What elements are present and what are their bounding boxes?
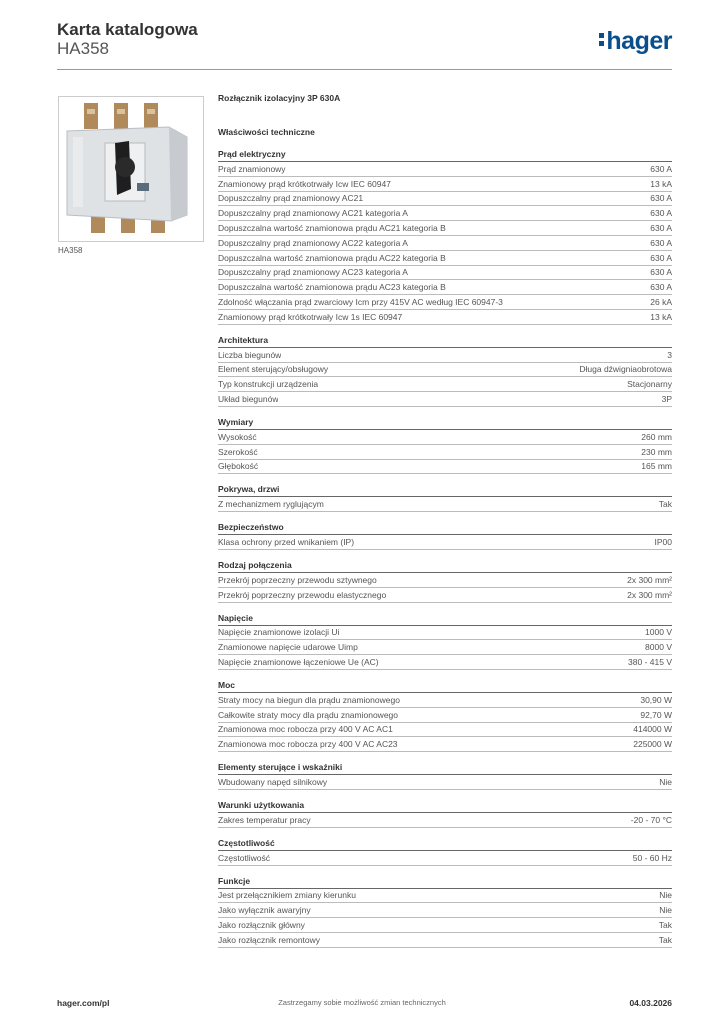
section-title: Funkcje: [218, 876, 672, 889]
spec-label: Napięcie znamionowe łączeniowe Ue (AC): [218, 657, 379, 668]
section-title: Architektura: [218, 335, 672, 348]
spec-label: Znamionowy prąd krótkotrwały Icw 1s IEC 60947: [218, 311, 403, 322]
spec-row: [218, 192, 672, 207]
spec-row: [218, 177, 672, 192]
spec-label: Klasa ochrony przed wnikaniem (IP): [218, 537, 355, 548]
spec-label: Dopuszczalny prąd znamionowy AC21: [218, 193, 364, 204]
properties-title: Właściwości techniczne: [218, 127, 315, 137]
spec-row: [218, 573, 672, 588]
spec-label: Przekrój poprzeczny przewodu sztywnego: [218, 574, 377, 585]
spec-value: 230 mm: [641, 446, 672, 457]
spec-value: 13 kA: [650, 311, 672, 322]
section-title: Elementy sterujące i wskaźniki: [218, 762, 672, 775]
hager-logo: [599, 27, 672, 56]
spec-label: Wysokość: [218, 431, 257, 442]
spec-row: [218, 737, 672, 752]
section-title: Bezpieczeństwo: [218, 522, 672, 535]
spec-row: [218, 236, 672, 251]
spec-value: 630 A: [650, 163, 672, 174]
spec-value: 380 - 415 V: [628, 657, 672, 668]
spec-label: Głębokość: [218, 461, 259, 472]
spec-value: IP00: [654, 537, 672, 548]
spec-row: [218, 723, 672, 738]
spec-label: Prąd znamionowy: [218, 163, 286, 174]
spec-label: Element sterujący/obsługowy: [218, 364, 329, 375]
spec-section: [218, 417, 672, 474]
spec-label: Zdolność włączania prąd zwarciowy Icm przy 415V AC według IEC 60947-3: [218, 297, 503, 308]
spec-value: 3P: [661, 394, 672, 405]
spec-label: Jako rozłącznik główny: [218, 919, 305, 930]
section-title: Prąd elektryczny: [218, 149, 672, 162]
spec-value: 26 kA: [650, 297, 672, 308]
spec-label: Wbudowany napęd silnikowy: [218, 777, 328, 787]
spec-value: 1000 V: [645, 627, 672, 638]
spec-section: [218, 762, 672, 790]
spec-value: 225000 W: [633, 739, 672, 750]
spec-row: [218, 918, 672, 933]
spec-value: 2x 300 mm²: [627, 574, 672, 585]
section-title: Warunki użytkowania: [218, 800, 672, 813]
product-code: HA358: [57, 39, 109, 58]
spec-label: Dopuszczalna wartość znamionowa prądu AC21 kategoria B: [218, 223, 446, 234]
spec-section: [218, 484, 672, 512]
spec-label: Dopuszczalna wartość znamionowa prądu AC22 kategoria B: [218, 252, 446, 263]
spec-value: Stacjonarny: [627, 379, 672, 390]
spec-value: 630 A: [650, 282, 672, 293]
spec-label: Znamionowy prąd krótkotrwały Icw IEC 60947: [218, 178, 391, 189]
spec-value: 630 A: [650, 267, 672, 278]
spec-value: 630 A: [650, 193, 672, 204]
spec-section: [218, 613, 672, 670]
spec-label: Zakres temperatur pracy: [218, 814, 311, 825]
spec-label: Liczba biegunów: [218, 349, 282, 360]
spec-value: Nie: [659, 905, 672, 916]
spec-row: [218, 460, 672, 475]
spec-section: [218, 680, 672, 752]
spec-row: [218, 626, 672, 641]
spec-row: [218, 588, 672, 603]
spec-section: [218, 335, 672, 407]
spec-section: [218, 838, 672, 866]
spec-label: Znamionowa moc robocza przy 400 V AC AC1: [218, 724, 393, 735]
spec-row: [218, 348, 672, 363]
spec-row: [218, 889, 672, 904]
spec-row: [218, 162, 672, 177]
spec-row: [218, 497, 672, 512]
spec-row: [218, 640, 672, 655]
spec-label: Straty mocy na biegun dla prądu znamionowego: [218, 694, 400, 705]
spec-value: 30,90 W: [640, 694, 672, 705]
spec-row: [218, 221, 672, 236]
product-title: Rozłącznik izolacyjny 3P 630A: [218, 93, 341, 103]
spec-label: Znamionowe napięcie udarowe Uimp: [218, 642, 358, 653]
spec-row: [218, 813, 672, 828]
logo-dots-icon: [599, 30, 604, 49]
spec-label: Całkowite straty mocy dla prądu znamionowego: [218, 709, 399, 720]
spec-row: [218, 708, 672, 723]
spec-label: Napięcie znamionowe izolacji Ui: [218, 627, 340, 638]
spec-label: Z mechanizmem ryglującym: [218, 499, 324, 510]
spec-row: [218, 775, 672, 790]
spec-row: [218, 392, 672, 407]
spec-value: 630 A: [650, 237, 672, 248]
spec-row: [218, 693, 672, 708]
spec-row: [218, 535, 672, 550]
footer-website: hager.com/pl: [57, 998, 110, 1008]
spec-section: [218, 800, 672, 828]
spec-value: 630 A: [650, 223, 672, 234]
spec-row: [218, 445, 672, 460]
spec-value: Nie: [659, 777, 672, 787]
spec-value: 630 A: [650, 208, 672, 219]
spec-row: [218, 903, 672, 918]
spec-label: Dopuszczalny prąd znamionowy AC21 kategoria A: [218, 208, 408, 219]
spec-value: 13 kA: [650, 178, 672, 189]
spec-value: Tak: [658, 919, 672, 930]
spec-label: Układ biegunów: [218, 394, 279, 405]
spec-label: Jako rozłącznik remontowy: [218, 934, 321, 945]
section-title: Moc: [218, 680, 672, 693]
spec-value: 2x 300 mm²: [627, 589, 672, 600]
page-title: Karta katalogowa: [57, 20, 198, 39]
spec-row: [218, 851, 672, 866]
spec-value: Długa dźwigniaobrotowa: [579, 364, 672, 375]
spec-label: Dopuszczalna wartość znamionowa prądu AC23 kategoria B: [218, 282, 446, 293]
section-title: Napięcie: [218, 613, 672, 626]
spec-value: 8000 V: [645, 642, 672, 653]
spec-row: [218, 280, 672, 295]
spec-row: [218, 295, 672, 310]
footer-date: 04.03.2026: [629, 998, 672, 1008]
header-divider: [57, 69, 672, 70]
spec-value: 3: [667, 349, 672, 360]
spec-section: [218, 522, 672, 550]
spec-label: Jest przełącznikiem zmiany kierunku: [218, 890, 356, 901]
footer-disclaimer: Zastrzegamy sobie możliwość zmian technicznych: [278, 998, 446, 1007]
spec-value: Tak: [658, 934, 672, 945]
spec-label: Jako wyłącznik awaryjny: [218, 905, 311, 916]
spec-sections: [218, 149, 672, 948]
specifications: [218, 93, 672, 958]
image-caption: HA358: [58, 246, 83, 255]
section-title: Wymiary: [218, 417, 672, 430]
section-title: Częstotliwość: [218, 838, 672, 851]
spec-value: Nie: [659, 890, 672, 901]
disconnector-switch-icon: [59, 97, 203, 241]
spec-label: Znamionowa moc robocza przy 400 V AC AC23: [218, 739, 398, 750]
spec-label: Szerokość: [218, 446, 258, 457]
spec-label: Dopuszczalny prąd znamionowy AC23 kategoria A: [218, 267, 408, 278]
spec-value: Tak: [658, 499, 672, 510]
spec-label: Przekrój poprzeczny przewodu elastycznego: [218, 589, 387, 600]
spec-row: [218, 251, 672, 266]
spec-row: [218, 266, 672, 281]
section-title: Pokrywa, drzwi: [218, 484, 672, 497]
spec-section: [218, 560, 672, 603]
spec-label: Częstotliwość: [218, 852, 270, 863]
spec-value: 414000 W: [633, 724, 672, 735]
spec-value: 92,70 W: [640, 709, 672, 720]
spec-section: [218, 876, 672, 948]
spec-value: 165 mm: [641, 461, 672, 472]
spec-row: [218, 206, 672, 221]
spec-row: [218, 933, 672, 948]
section-title: Rodzaj połączenia: [218, 560, 672, 573]
spec-value: 50 - 60 Hz: [632, 852, 672, 863]
spec-value: 630 A: [650, 252, 672, 263]
spec-section: [218, 149, 672, 325]
spec-row: [218, 430, 672, 445]
product-image: [58, 96, 204, 242]
spec-row: [218, 377, 672, 392]
spec-value: 260 mm: [641, 431, 672, 442]
spec-row: [218, 363, 672, 378]
spec-value: -20 - 70 °C: [630, 814, 672, 825]
logo-text: hager: [606, 27, 672, 55]
spec-row: [218, 310, 672, 325]
spec-label: Dopuszczalny prąd znamionowy AC22 kategoria A: [218, 237, 408, 248]
spec-label: Typ konstrukcji urządzenia: [218, 379, 319, 390]
spec-row: [218, 655, 672, 670]
